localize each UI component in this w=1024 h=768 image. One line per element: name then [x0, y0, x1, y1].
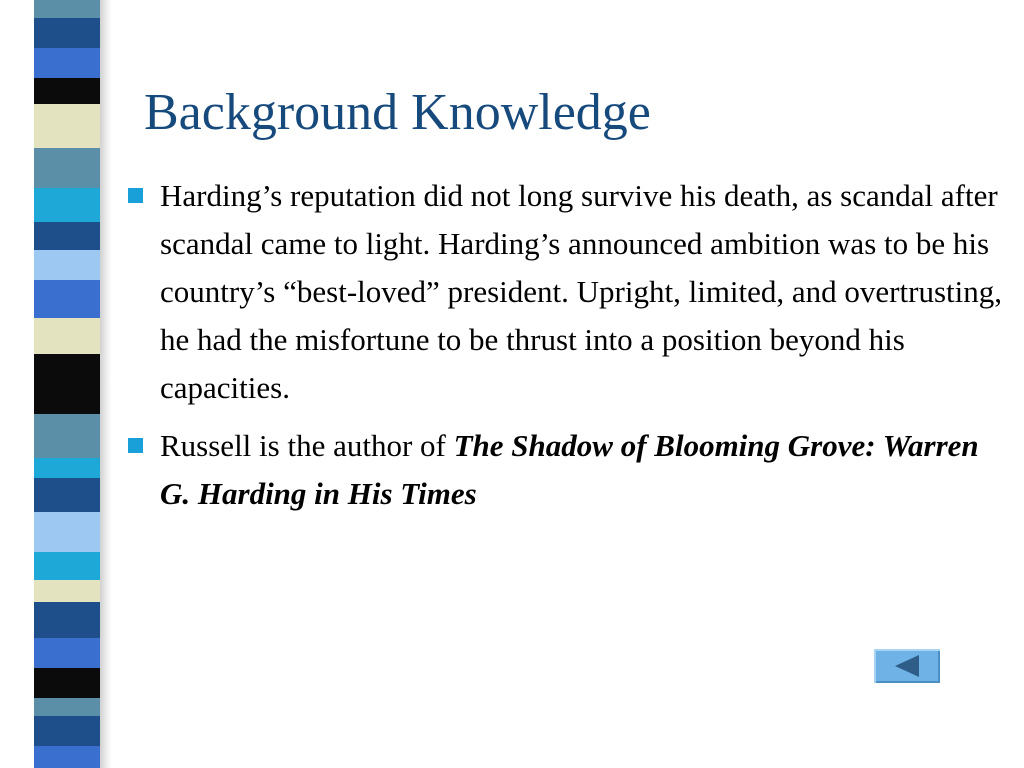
bullet-item — [124, 422, 1004, 518]
square-bullet-icon — [128, 188, 143, 203]
decorative-stripe-segment — [34, 126, 100, 148]
decorative-stripe-segment — [34, 222, 100, 250]
decorative-stripe-segment — [34, 746, 100, 768]
slide-title: Background Knowledge — [144, 84, 651, 141]
decorative-stripe-segment — [34, 478, 100, 512]
decorative-stripe-segment — [34, 280, 100, 318]
decorative-stripe-segment — [34, 458, 100, 478]
decorative-stripe-segment — [34, 512, 100, 552]
decorative-stripe-segment — [34, 78, 100, 104]
decorative-stripe-segment — [34, 580, 100, 602]
square-bullet-icon — [128, 438, 143, 453]
decorative-stripe-segment — [34, 638, 100, 668]
decorative-stripe-segment — [34, 188, 100, 222]
stripe-shadow — [98, 0, 112, 768]
decorative-stripe-segment — [34, 104, 100, 126]
decorative-stripe-segment — [34, 716, 100, 746]
decorative-stripe-segment — [34, 552, 100, 580]
decorative-stripe-segment — [34, 250, 100, 280]
bullet-text-prefix: Russell is the author of — [160, 428, 454, 463]
book-title: The Shadow of Blooming Grove: Warren G. Harding in His Times — [160, 428, 979, 511]
decorative-stripe-segment — [34, 668, 100, 698]
decorative-stripe-segment — [34, 414, 100, 458]
decorative-stripe-segment — [34, 48, 100, 78]
decorative-stripe-segment — [34, 698, 100, 716]
decorative-stripe-segment — [34, 602, 100, 638]
decorative-stripe-segment — [34, 318, 100, 354]
triangle-left-icon — [895, 655, 919, 677]
decorative-stripe-segment — [34, 18, 100, 48]
bullet-item — [124, 172, 1004, 412]
previous-slide-button[interactable] — [874, 649, 940, 683]
decorative-stripe-segment — [34, 148, 100, 188]
decorative-stripe-segment — [34, 354, 100, 382]
bullet-list — [124, 172, 1004, 528]
decorative-stripe-segment — [34, 382, 100, 414]
bullet-text: Harding’s reputation did not long survive his death, as scandal after scandal came to light. Harding’s announced ambition was to be his country’s “best-loved” president. Upright, limited, and overtrusting, he had the misfortune to be thrust into a position beyond his capacities. — [160, 178, 1002, 405]
decorative-stripe-segment — [34, 0, 100, 18]
